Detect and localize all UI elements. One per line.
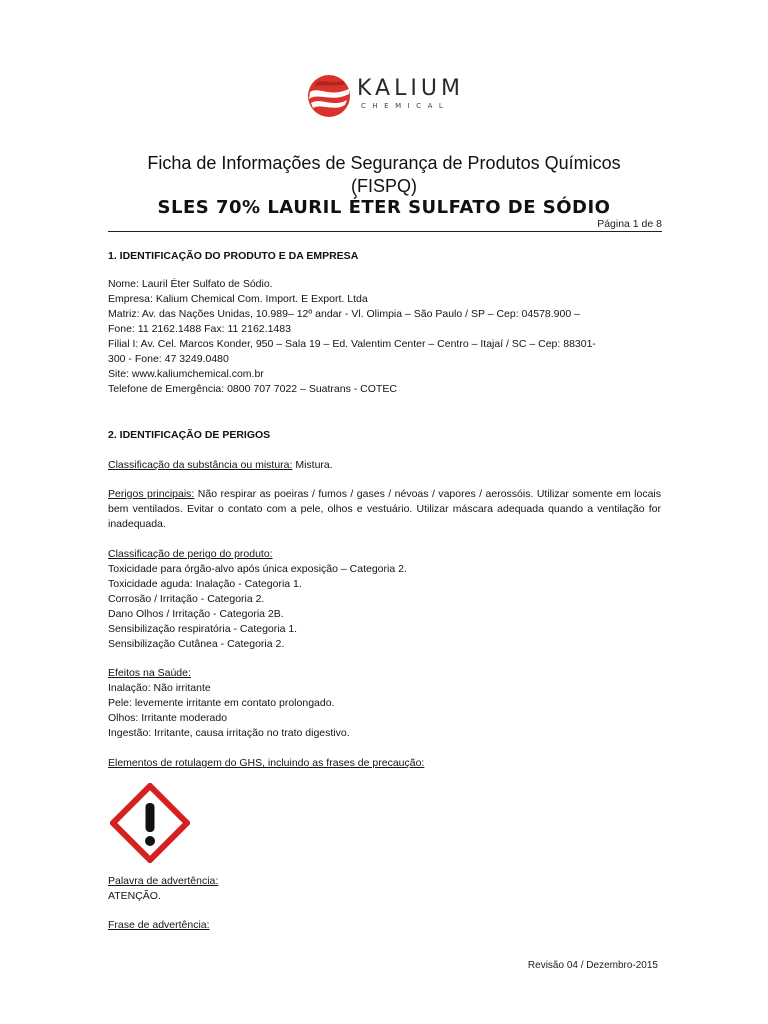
hazard-class-item: Toxicidade para órgão-alvo após única exposição – Categoria 2.	[108, 563, 407, 575]
document-title-line1: Ficha de Informações de Segurança de Produtos Químicos	[147, 153, 621, 173]
signal-word-block	[108, 874, 661, 904]
signal-word-value: ATENÇÃO.	[108, 890, 161, 902]
ghs-elements-label: Elementos de rotulagem do GHS, incluindo as frases de precaução:	[108, 757, 425, 769]
hazard-class-item: Dano Olhos / Irritação - Categoria 2B.	[108, 608, 284, 620]
section2-heading: 2. IDENTIFICAÇÃO DE PERIGOS	[108, 429, 271, 441]
warning-phrase-block	[108, 918, 661, 933]
health-effects-label: Efeitos na Saúde:	[108, 667, 191, 679]
warning-phrase-label: Frase de advertência:	[108, 919, 210, 931]
health-effect-item: Ingestão: Irritante, causa irritação no trato digestivo.	[108, 727, 350, 739]
classification-value: Mistura.	[292, 459, 333, 471]
main-hazards-label: Perigos principais:	[108, 488, 195, 500]
company-line: Empresa: Kalium Chemical Com. Import. E Export. Ltda	[108, 293, 368, 305]
health-effect-item: Pele: levemente irritante em contato prolongado.	[108, 697, 335, 709]
hazard-class-item: Toxicidade aguda: Inalação - Categoria 1.	[108, 578, 302, 590]
exclamation-mark-hazard-icon	[110, 783, 190, 863]
emergency-phone-line: Telefone de Emergência: 0800 707 7022 – Suatrans - COTEC	[108, 383, 397, 395]
signal-word-label: Palavra de advertência:	[108, 875, 219, 887]
branch-line: Filial I: Av. Cel. Marcos Konder, 950 – Sala 19 – Ed. Valentim Center – Centro – Itajaí / SC – Cep: 88301-	[108, 338, 596, 350]
hazard-classification-block	[108, 547, 661, 652]
classification-label: Classificação da substância ou mistura:	[108, 459, 293, 471]
headquarters-line: Matriz: Av. das Nações Unidas, 10.989– 12º andar - Vl. Olimpia – São Paulo / SP – Cep: 04578.900 –	[108, 308, 580, 320]
health-effect-item: Olhos: Irritante moderado	[108, 712, 228, 724]
product-title: SLES 70% LAURIL ÉTER SULFATO DE SÓDIO	[157, 197, 611, 218]
header-divider	[108, 231, 662, 232]
health-effects-block	[108, 666, 661, 741]
hazard-class-item: Sensibilização respiratória - Categoria 1.	[108, 623, 298, 635]
hazard-class-label: Classificação de perigo do produto:	[108, 548, 273, 560]
branch-phone-line: 300 - Fone: 47 3249.0480	[108, 353, 229, 365]
hazard-class-item: Corrosão / Irritação - Categoria 2.	[108, 593, 265, 605]
main-hazards-text: Não respirar as poeiras / fumos / gases / névoas / vapores / aerossóis. Utilizar somente em locais bem ventilados. Evitar o contato com a pele, olhos e vestuário. Utilizar máscara adequada quando a ventilação for inadequada.	[108, 488, 661, 530]
company-logo	[305, 70, 475, 122]
hazard-class-item: Sensibilização Cutânea - Categoria 2.	[108, 638, 285, 650]
kalium-logo-mark-icon	[305, 72, 353, 120]
page-number: Página 1 de 8	[597, 218, 662, 230]
classification-paragraph	[108, 458, 661, 473]
revision-footer: Revisão 04 / Dezembro-2015	[527, 960, 658, 971]
headquarters-phone-line: Fone: 11 2162.1488 Fax: 11 2162.1483	[108, 323, 291, 335]
health-effect-item: Inalação: Não irritante	[108, 682, 211, 694]
section1-body	[108, 277, 661, 397]
logo-sub-text: CHEMICAL	[361, 102, 450, 110]
product-name-line: Nome: Lauril Éter Sulfato de Sódio.	[108, 278, 273, 290]
document-title-line2: (FISPQ)	[351, 176, 417, 196]
main-hazards-paragraph	[108, 487, 661, 532]
ghs-elements-block	[108, 756, 661, 771]
website-line: Site: www.kaliumchemical.com.br	[108, 368, 264, 380]
section1-heading: 1. IDENTIFICAÇÃO DO PRODUTO E DA EMPRESA	[108, 250, 359, 262]
logo-brand-text: KALIUM	[357, 76, 464, 101]
